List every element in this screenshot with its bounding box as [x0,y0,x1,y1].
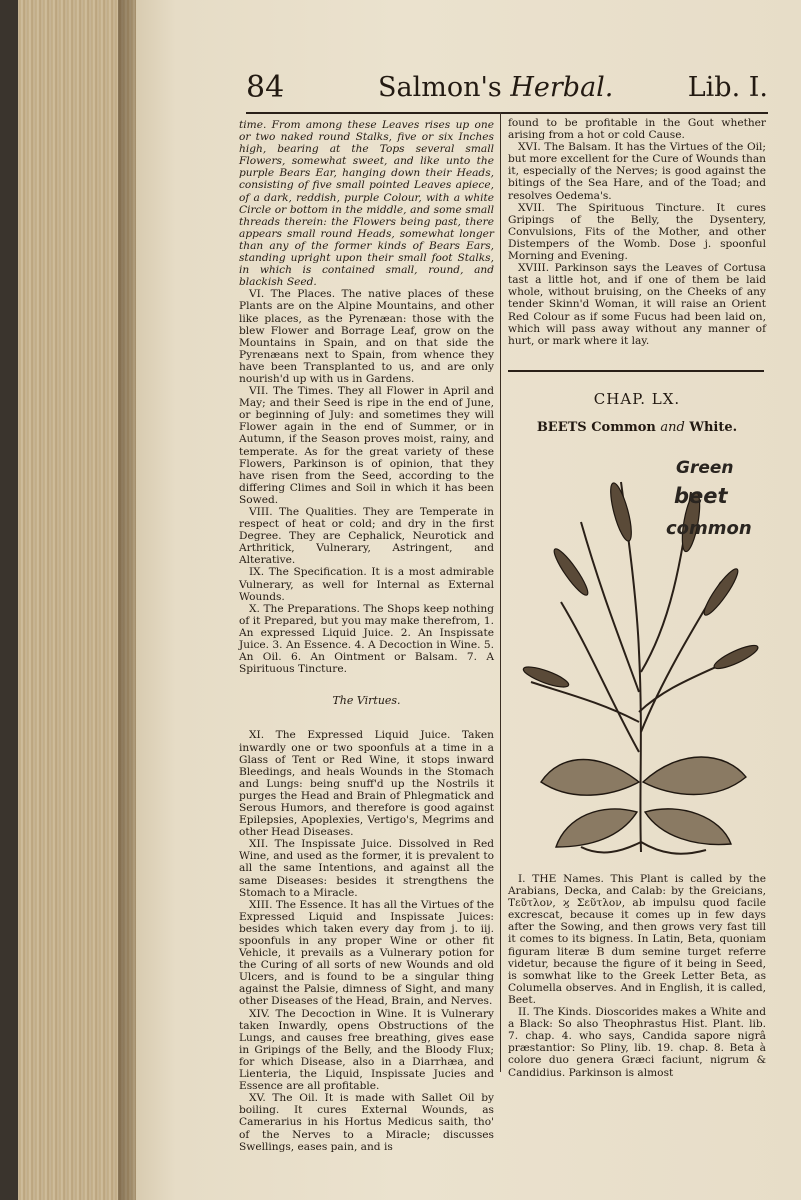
page-number: 84 [246,70,285,105]
handwritten-note-3: common [666,518,752,539]
right-column-bottom [508,873,766,1079]
running-header [246,66,768,110]
paragraph: X. The Preparations. The Shops keep nothing of it Prepared, but you may make therefrom, 1. An expressed Liquid Juice. 2. An Inspissate Juice. 3. An Essence. 4. A Decoction in Wine. 5. An Oil. 6. An Ointment or Balsam. 7. A Spirituous Tincture. [239,602,494,676]
paragraph: XIV. The Decoction in Wine. It is Vulnerary taken Inwardly, opens Obstructions of the Lungs, and causes free breathing, gives ease in Gripings of the Belly, and the Bloody Flux; for which Disease, also in a Diarrhæa, and Lienteria, the Liquid, Inspissate Jucies and Essence are all profitable. [239,1007,494,1093]
handwritten-note-1: Green [676,458,734,478]
paragraph: VII. The Times. They all Flower in April and May; and their Seed is ripe in the end of June, or beginning of July: and sometimes they will Flower again in the end of Summer, or in Autumn, if the Season proves moist, rainy, and temperate. As for the great variety of these Flowers, Parkinson is of opinion, that they have risen from the Seed, according to the differing Climes and Soil in which it has been Sowed. [239,385,494,506]
handwritten-note-2: beet [674,484,728,508]
paragraph: found to be profitable in the Gout whether arising from a hot or cold Cause. [508,117,766,142]
running-title: Salmon's Herbal. [378,72,614,103]
paragraph: XIII. The Essence. It has all the Virtues of the Expressed Liquid and Inspissate Juices: besides which taken every day from j. to iij. spoonfuls in any proper Wine or other fit Vehicle, it prevails as a Vulnerary potion for the Curing of all sorts of new Wounds and old Ulcers, and is found to be a singular thing against the Palsie, dimness of Sight, and many other Diseases of the Head, Brain, and Nerves. [239,898,495,1008]
paragraph: XI. The Expressed Liquid Juice. Taken inwardly one or two spoonfuls at a time in a Glass of Tent or Red Wine, it stops inward Bleedings, and heals Wounds in the Stomach and Lungs: being snuff'd up the Nostrils it purges the Head and Brain of Phlegmatick and Serous Humors, and therefore is good against Epilepsies, Apoplexies, Vertigo's, Megrims and other Head Diseases. [239,729,494,839]
paragraph: XII. The Inspissate Juice. Dissolved in Red Wine, and used as the former, it is prevalent to all the same Intentions, and against all the same Diseases: besides it strengthens the Stomach to a Miracle. [239,838,494,899]
chapter-title: CHAP. LX. [593,390,681,408]
right-column-top [508,117,766,347]
beet-plant-woodcut [521,452,761,862]
chapter-rule [508,370,764,372]
paragraph: XVIII. Parkinson says the Leaves of Cortusa tast a little hot, and if one of them be laid whole, without bruising, on the Cheeks of any tender Skinn'd Woman, it will raise an Orient Red Colour as if some Fucus had been laid on, which will pass away without any manner of hurt, or mark where it lay. [508,262,766,347]
paragraph: IX. The Specification. It is a most admirable Vulnerary, as well for Internal as External Wounds. [239,566,494,603]
paragraph: II. The Kinds. Dioscorides makes a White and a Black: So also Theophrastus Hist. Plant. lib. 7. chap. 4. who says, Candida sapore nigrâ præstantior: So Pliny, lib. 19. chap. 8. Beta à colore duo genera Græci faciunt, nigrum & Candidius. Parkinson is almost [508,1006,766,1079]
column-divider [500,112,501,1072]
chapter-subtitle: BEETS Common and White. [536,420,738,435]
paragraph: XVII. The Spirituous Tincture. It cures Gripings of the Belly, the Dysentery, Convulsions, Fits of the Mother, and other Distempers of the Womb. Dose j. spoonful Morning and Evening. [508,201,766,263]
left-column [239,119,494,1153]
paragraph: The Virtues. [332,694,401,708]
paragraph: XVI. The Balsam. It has the Virtues of the Oil; but more excellent for the Cure of Wounds than it, especially of the Nerves; is good against the bitings of the Sea Hare, and of the Toad; and resolves Oedema's. [508,141,766,202]
paragraph: time. From among these Leaves rises up one or two naked round Stalks, five or six Inches high, bearing at the Tops several small Flowers, somewhat sweet, and like unto the purple Bears Ear, hanging down their Heads, consisting of five small pointed Leaves apiece, of a dark, reddish, purple Colour, with a white Circle or bottom in the middle, and some small threads therein: the Flowers being past, there appears small round Heads, somewhat longer than any of the former kinds of Bears Ears, standing upright upon their small foot Stalks, in which is contained small, round, and blackish Seed. [239,119,494,289]
book-page [136,0,801,1200]
paragraph: VIII. The Qualities. They are Temperate in respect of heat or cold; and dry in the first Degree. They are Cephalick, Neurotick and Arthritick, Vulnerary, Astringent, and Alterative. [239,506,494,567]
book-number: Lib. I. [687,72,768,103]
paragraph: VI. The Places. The native places of these Plants are on the Alpine Mountains, and other like places, as the Pyrenæan: those with the blew Flower and Borrage Leaf, grow on the Mountains in Spain, and on that side the Pyrenæans next to Spain, from whence they have been Transplanted to us, and are only nourish'd up with us in Gardens. [239,288,494,385]
header-rule [246,112,768,114]
paragraph: XV. The Oil. It is made with Sallet Oil by boiling. It cures External Wounds, as Camerarius in his Hortus Medicus saith, tho' of the Nerves to a Miracle; discusses Swellings, eases pain, and is [239,1092,494,1153]
paragraph: I. THE Names. This Plant is called by the Arabians, Decka, and Calab: by the Greicians, Τεῦτλον, ϗ Σεῦτλον, ab impulsu quod facile excrescat, because it comes up in few days after the Sowing, and then grows very fast till it comes to its bigness. In Latin, Beta, quoniam figuram literæ B dum semine turget referre videtur, because the figure of it being in Seed, is somwhat like to the Greek Letter Beta, as Columella observes. And in English, it is called, Beet. [508,873,766,1006]
